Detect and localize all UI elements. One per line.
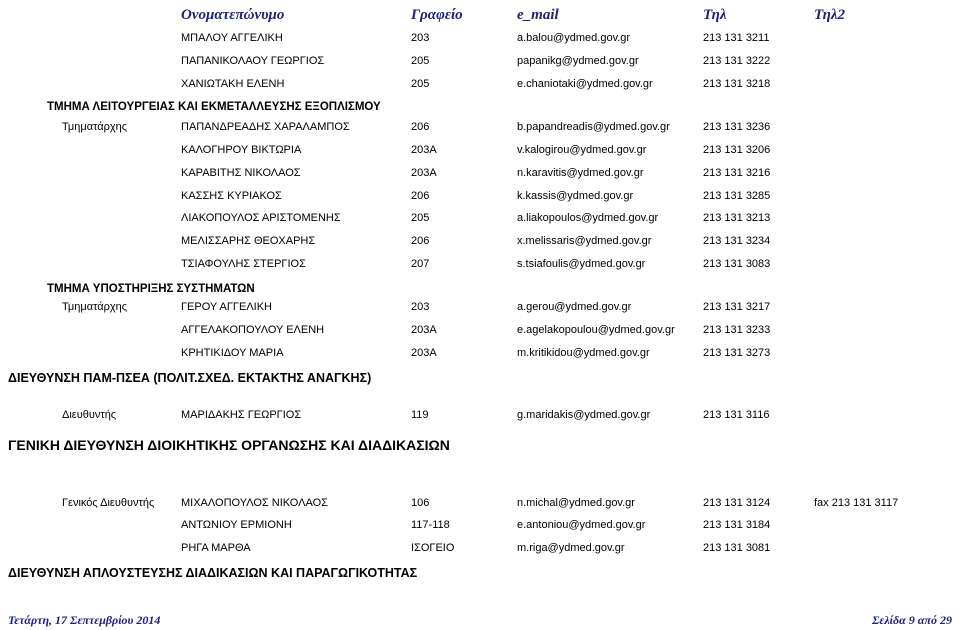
- column-header-row: [0, 7, 960, 27]
- phone-number: 213 131 3236: [703, 121, 771, 133]
- phone-number: 213 131 3233: [703, 324, 771, 336]
- person-name: ΡΗΓΑ ΜΑΡΘΑ: [181, 542, 251, 554]
- person-name: ΓΕΡΟΥ ΑΓΓΕΛΙΚΗ: [181, 301, 272, 313]
- person-name: ΜΠΑΛΟΥ ΑΓΓΕΛΙΚΗ: [181, 32, 283, 44]
- section-title-simplification: ΔΙΕΥΘΥΝΣΗ ΑΠΛΟΥΣΤΕΥΣΗΣ ΔΙΑΔΙΚΑΣΙΩΝ ΚΑΙ ΠΑΡΑΓΩΓΙΚΟΤΗΤΑΣ: [8, 566, 418, 580]
- section-title-general-directorate: ΓΕΝΙΚΗ ΔΙΕΥΘΥΝΣΗ ΔΙΟΙΚΗΤΙΚΗΣ ΟΡΓΑΝΩΣΗΣ ΚΑΙ ΔΙΑΔΙΚΑΣΙΩΝ: [8, 437, 450, 453]
- staff-row: [0, 167, 960, 183]
- role-label: Τμηματάρχης: [62, 301, 128, 313]
- person-name: ΜΑΡΙΔΑΚΗΣ ΓΕΩΡΓΙΟΣ: [181, 409, 302, 421]
- person-name: ΚΡΗΤΙΚΙΔΟΥ ΜΑΡΙΑ: [181, 347, 284, 359]
- header-email: e_mail: [517, 7, 559, 23]
- staff-row: [0, 258, 960, 274]
- staff-row: [0, 190, 960, 206]
- office-number: 203Α: [411, 324, 437, 336]
- email-address: papanikg@ydmed.gov.gr: [517, 55, 639, 67]
- office-number: 117-118: [411, 519, 450, 531]
- office-number: 205: [411, 212, 430, 224]
- person-name: ΤΣΙΑΦΟΥΛΗΣ ΣΤΕΡΓΙΟΣ: [181, 258, 306, 270]
- office-number: 203: [411, 32, 430, 44]
- email-address: a.liakopoulos@ydmed.gov.gr: [517, 212, 659, 224]
- email-address: m.kritikidou@ydmed.gov.gr: [517, 347, 650, 359]
- header-tel: Τηλ: [703, 7, 727, 23]
- email-address: b.papandreadis@ydmed.gov.gr: [517, 121, 670, 133]
- email-address: k.kassis@ydmed.gov.gr: [517, 190, 634, 202]
- person-name: ΛΙΑΚΟΠΟΥΛΟΣ ΑΡΙΣΤΟΜΕΝΗΣ: [181, 212, 341, 224]
- staff-row: [0, 121, 960, 137]
- phone-number: 213 131 3273: [703, 347, 771, 359]
- role-label: Γενικός Διευθυντής: [62, 497, 155, 509]
- staff-row: [0, 542, 960, 558]
- office-number: 203: [411, 301, 430, 313]
- office-number: 206: [411, 190, 430, 202]
- phone-number: 213 131 3184: [703, 519, 771, 531]
- section-title-systems-support: ΤΜΗΜΑ ΥΠΟΣΤΗΡΙΞΗΣ ΣΥΣΤΗΜΑΤΩΝ: [47, 283, 255, 295]
- phone-number: 213 131 3222: [703, 55, 771, 67]
- email-address: x.melissaris@ydmed.gov.gr: [517, 235, 652, 247]
- person-name: ΚΑΣΣΗΣ ΚΥΡΙΑΚΟΣ: [181, 190, 282, 202]
- person-name: ΑΝΤΩΝΙΟΥ ΕΡΜΙΟΝΗ: [181, 519, 292, 531]
- header-office: Γραφείο: [411, 7, 463, 23]
- person-name: ΜΕΛΙΣΣΑΡΗΣ ΘΕΟΧΑΡΗΣ: [181, 235, 316, 247]
- header-tel2: Τηλ2: [814, 7, 845, 23]
- email-address: g.maridakis@ydmed.gov.gr: [517, 409, 651, 421]
- phone-number: 213 131 3213: [703, 212, 771, 224]
- staff-row: [0, 347, 960, 363]
- person-name: ΚΑΛΟΓΗΡΟΥ ΒΙΚΤΩΡΙΑ: [181, 144, 302, 156]
- email-address: a.balou@ydmed.gov.gr: [517, 32, 631, 44]
- staff-row: [0, 144, 960, 160]
- phone-number: 213 131 3211: [703, 32, 770, 44]
- office-number: 203Α: [411, 347, 437, 359]
- secondary-phone: fax 213 131 3117: [814, 497, 899, 509]
- email-address: a.gerou@ydmed.gov.gr: [517, 301, 632, 313]
- phone-number: 213 131 3217: [703, 301, 771, 313]
- person-name: ΠΑΠΑΝΙΚΟΛΑΟΥ ΓΕΩΡΓΙΟΣ: [181, 55, 325, 67]
- person-name: ΠΑΠΑΝΔΡΕΑΔΗΣ ΧΑΡΑΛΑΜΠΟΣ: [181, 121, 350, 133]
- staff-row: [0, 301, 960, 317]
- staff-row: [0, 55, 960, 71]
- email-address: v.kalogirou@ydmed.gov.gr: [517, 144, 647, 156]
- footer-page-number: Σελίδα 9 από 29: [872, 613, 952, 627]
- phone-number: 213 131 3083: [703, 258, 771, 270]
- staff-row: [0, 324, 960, 340]
- office-number: ΙΣΟΓΕΙΟ: [411, 542, 455, 554]
- phone-number: 213 131 3116: [703, 409, 770, 421]
- office-number: 206: [411, 235, 430, 247]
- email-address: n.karavitis@ydmed.gov.gr: [517, 167, 644, 179]
- section-title-pam-psea: ΔΙΕΥΘΥΝΣΗ ΠΑΜ-ΠΣΕΑ (ΠΟΛΙΤ.ΣΧΕΔ. ΕΚΤΑΚΤΗΣ ΑΝΑΓΚΗΣ): [8, 371, 372, 385]
- office-number: 205: [411, 55, 430, 67]
- staff-row: [0, 212, 960, 228]
- office-number: 203Α: [411, 167, 437, 179]
- phone-number: 213 131 3124: [703, 497, 771, 509]
- office-number: 203Α: [411, 144, 437, 156]
- staff-row: [0, 78, 960, 94]
- phone-number: 213 131 3216: [703, 167, 771, 179]
- staff-row: [0, 409, 960, 425]
- section-title-equipment: ΤΜΗΜΑ ΛΕΙΤΟΥΡΓΕΙΑΣ ΚΑΙ ΕΚΜΕΤΑΛΛΕΥΣΗΣ ΕΞΟΠΛΙΣΜΟΥ: [47, 101, 381, 113]
- staff-row: [0, 235, 960, 251]
- email-address: e.antoniou@ydmed.gov.gr: [517, 519, 646, 531]
- email-address: e.chaniotaki@ydmed.gov.gr: [517, 78, 653, 90]
- phone-number: 213 131 3218: [703, 78, 771, 90]
- phone-number: 213 131 3234: [703, 235, 771, 247]
- phone-number: 213 131 3285: [703, 190, 771, 202]
- email-address: e.agelakopoulou@ydmed.gov.gr: [517, 324, 675, 336]
- phone-number: 213 131 3206: [703, 144, 771, 156]
- role-label: Τμηματάρχης: [62, 121, 128, 133]
- role-label: Διευθυντής: [62, 409, 117, 421]
- office-number: 119: [411, 409, 429, 421]
- email-address: m.riga@ydmed.gov.gr: [517, 542, 625, 554]
- phone-number: 213 131 3081: [703, 542, 771, 554]
- person-name: ΚΑΡΑΒΙΤΗΣ ΝΙΚΟΛΑΟΣ: [181, 167, 301, 179]
- footer-date: Τετάρτη, 17 Σεπτεμβρίου 2014: [8, 613, 161, 627]
- header-name: Ονοματεπώνυμο: [181, 7, 285, 23]
- staff-row: [0, 519, 960, 535]
- page-footer: [0, 613, 960, 629]
- person-name: ΜΙΧΑΛΟΠΟΥΛΟΣ ΝΙΚΟΛΑΟΣ: [181, 497, 328, 509]
- staff-row: [0, 32, 960, 48]
- staff-row: [0, 497, 960, 513]
- office-number: 205: [411, 78, 430, 90]
- person-name: ΧΑΝΙΩΤΑΚΗ ΕΛΕΝΗ: [181, 78, 285, 90]
- email-address: s.tsiafoulis@ydmed.gov.gr: [517, 258, 646, 270]
- office-number: 207: [411, 258, 430, 270]
- person-name: ΑΓΓΕΛΑΚΟΠΟΥΛΟΥ ΕΛΕΝΗ: [181, 324, 325, 336]
- email-address: n.michal@ydmed.gov.gr: [517, 497, 635, 509]
- office-number: 106: [411, 497, 430, 509]
- office-number: 206: [411, 121, 430, 133]
